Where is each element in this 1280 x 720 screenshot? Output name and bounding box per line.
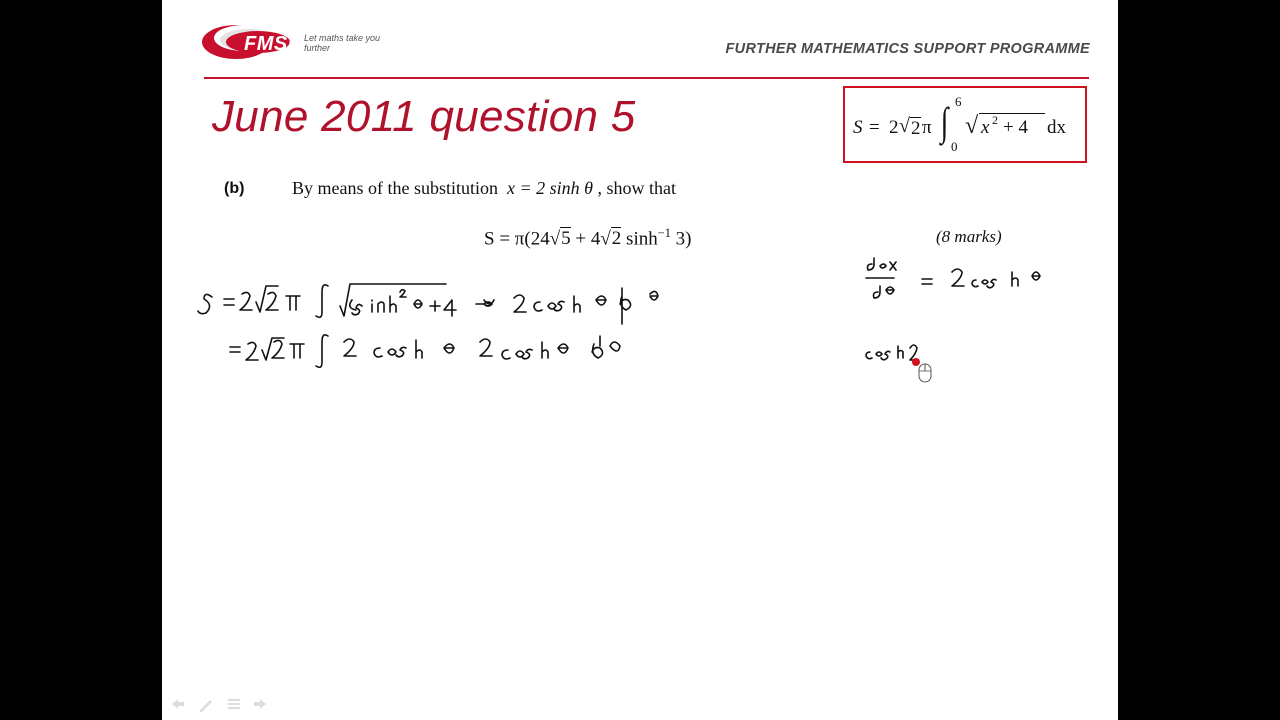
handwriting-line-1 bbox=[198, 284, 658, 324]
result-formula: S = π(24√5 + 4√2 $\sinh^{-1} 3$) bbox=[484, 226, 692, 250]
formula-dx: dx bbox=[1047, 117, 1066, 138]
formula-coef: 2 bbox=[889, 117, 899, 138]
forward-arrow-icon[interactable] bbox=[254, 699, 266, 709]
substitution: x = 2 sinh θ bbox=[507, 178, 593, 198]
integral-sign: ∫ bbox=[940, 99, 949, 144]
lower-limit: 0 bbox=[951, 139, 958, 154]
integrand-exp: 2 bbox=[992, 113, 998, 127]
handwriting-ink bbox=[162, 0, 1118, 720]
formula-lhs: S bbox=[853, 117, 863, 138]
part-label: (b) bbox=[224, 180, 245, 197]
slide-canvas bbox=[162, 0, 1118, 720]
presentation-toolbar[interactable] bbox=[168, 694, 278, 714]
back-arrow-icon[interactable] bbox=[172, 699, 184, 709]
pen-icon[interactable] bbox=[200, 700, 212, 712]
logo-text: FMSP bbox=[244, 33, 302, 55]
upper-limit: 6 bbox=[955, 94, 962, 109]
logo-tagline: Let maths take you further bbox=[304, 33, 381, 53]
mouse-cursor-icon bbox=[912, 358, 934, 384]
formula-root: 2 bbox=[911, 118, 921, 139]
slide-title: June 2011 question 5 bbox=[212, 92, 636, 141]
handwriting-side-notes bbox=[866, 258, 1040, 360]
integrand-plus: + 4 bbox=[1003, 117, 1028, 138]
integrand-var: x bbox=[981, 117, 990, 138]
formula-pi: π bbox=[922, 117, 932, 138]
menu-icon[interactable] bbox=[228, 699, 240, 709]
marks-label: (8 marks) bbox=[936, 227, 1002, 246]
question-prefix: By means of the substitution bbox=[292, 178, 498, 198]
question-suffix: , show that bbox=[597, 178, 676, 198]
given-formula-box: S = 2 √ 2 π ∫ 6 0 √ x 2 + 4 dx bbox=[843, 86, 1087, 163]
handwriting-line-2 bbox=[230, 335, 620, 367]
programme-title: FURTHER MATHEMATICS SUPPORT PROGRAMME bbox=[725, 41, 1090, 57]
